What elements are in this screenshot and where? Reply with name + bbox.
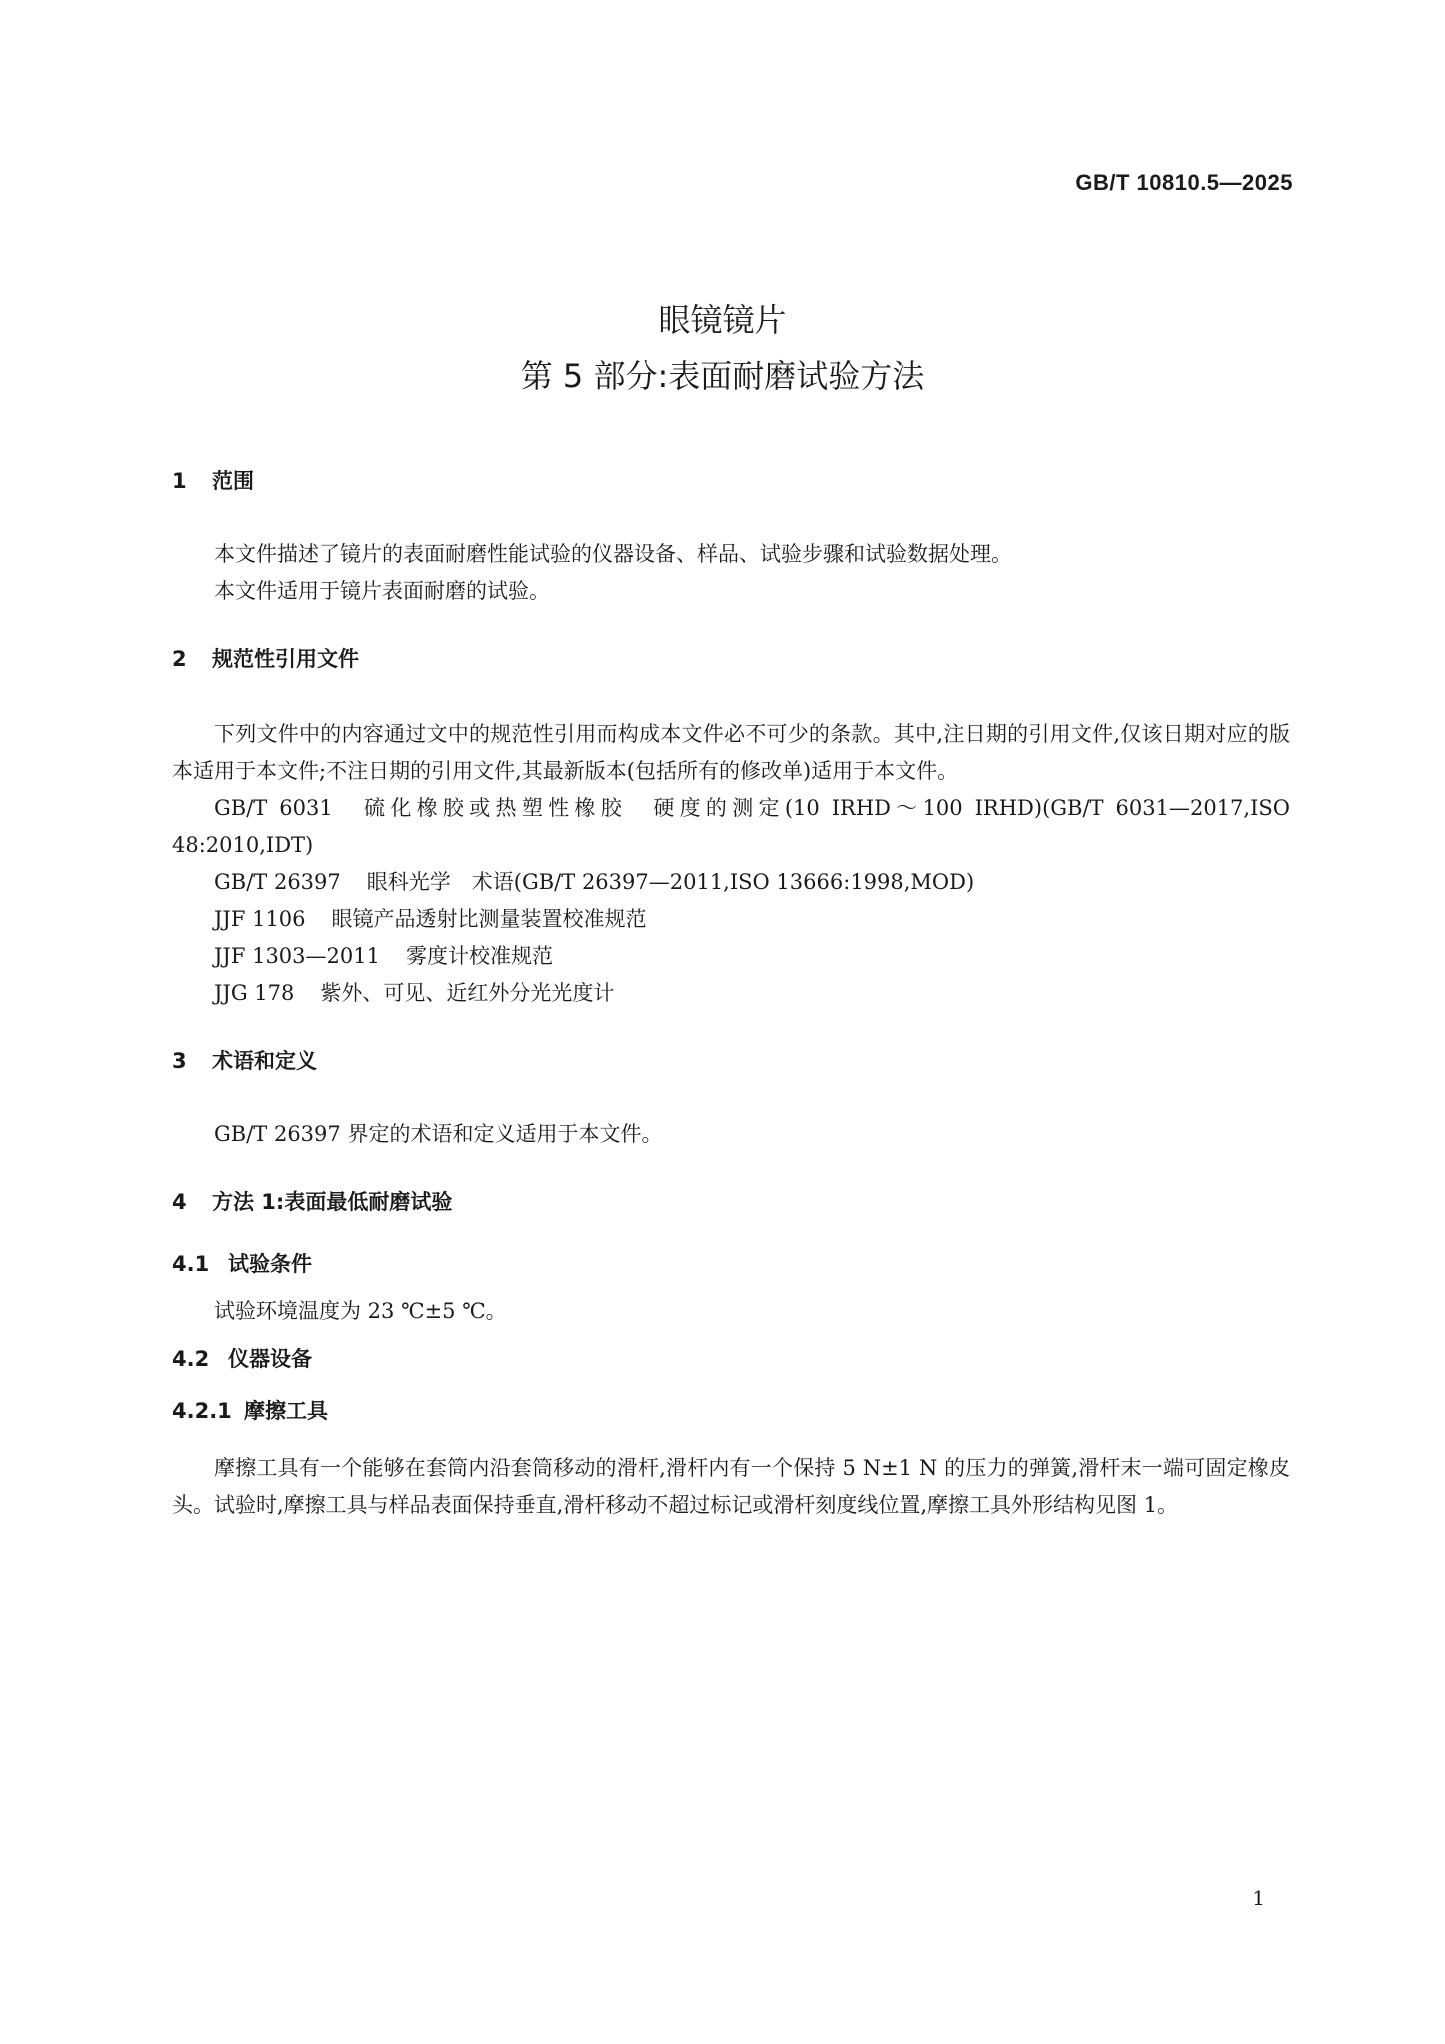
reference-item: JJG 178 紫外、可见、近红外分光光度计 bbox=[214, 981, 615, 1005]
paragraph: 下列文件中的内容通过文中的规范性引用而构成本文件必不可少的条款。其中,注日期的引用文件,仅该日期对应的版本适用于本文件;不注日期的引用文件,其最新版本(包括所有的修改单)适用于本文件。 bbox=[172, 722, 1290, 783]
standard-code: GB/T 10810.5—2025 bbox=[1075, 170, 1293, 195]
title-line-2: 第 5 部分:表面耐磨试验方法 bbox=[520, 357, 925, 395]
section-2-heading bbox=[172, 644, 1290, 674]
paragraph: GB/T 26397 界定的术语和定义适用于本文件。 bbox=[214, 1122, 663, 1146]
section-number: 4.2 bbox=[172, 1347, 210, 1371]
paragraph: 摩擦工具有一个能够在套筒内沿套筒移动的滑杆,滑杆内有一个保持 5 N±1 N 的压力的弹簧,滑杆末一端可固定橡皮头。试验时,摩擦工具与样品表面保持垂直,滑杆移动不超过标记或滑杆刻度线位置,摩擦工具外形结构见图 1。 bbox=[172, 1456, 1290, 1517]
paragraph: 试验环境温度为 23 ℃±5 ℃。 bbox=[214, 1299, 507, 1323]
reference-item: JJF 1303—2011 雾度计校准规范 bbox=[214, 944, 553, 968]
title-line-1: 眼镜镜片 bbox=[658, 301, 787, 339]
reference-item: GB/T 6031 硫化橡胶或热塑性橡胶 硬度的测定(10 IRHD～100 IRHD)(GB/T 6031—2017,ISO 48:2010,IDT) bbox=[172, 796, 1290, 857]
document-title bbox=[0, 292, 1445, 404]
section-4-heading bbox=[172, 1187, 1290, 1217]
section-number: 1 bbox=[172, 469, 187, 493]
section-title: 仪器设备 bbox=[228, 1347, 312, 1371]
section-3-heading bbox=[172, 1046, 1290, 1076]
section-title: 方法 1:表面最低耐磨试验 bbox=[212, 1190, 453, 1214]
section-title: 术语和定义 bbox=[212, 1049, 317, 1073]
paragraph: 本文件适用于镜片表面耐磨的试验。 bbox=[214, 579, 550, 603]
document-body bbox=[172, 466, 1290, 1524]
section-title: 摩擦工具 bbox=[244, 1399, 328, 1423]
section-title: 试验条件 bbox=[228, 1252, 312, 1276]
reference-item: JJF 1106 眼镜产品透射比测量装置校准规范 bbox=[214, 907, 647, 931]
reference-item: GB/T 26397 眼科光学 术语(GB/T 26397—2011,ISO 13666:1998,MOD) bbox=[214, 870, 975, 894]
section-1-heading bbox=[172, 466, 1290, 496]
section-4-2-1-heading bbox=[172, 1396, 1290, 1426]
section-number: 4.1 bbox=[172, 1252, 210, 1276]
section-4-1-heading bbox=[172, 1249, 1290, 1279]
section-title: 规范性引用文件 bbox=[212, 647, 359, 671]
section-number: 2 bbox=[172, 647, 187, 671]
section-number: 4.2.1 bbox=[172, 1399, 232, 1423]
section-number: 4 bbox=[172, 1190, 187, 1214]
page-number: 1 bbox=[1252, 1886, 1265, 1910]
section-4-2-heading bbox=[172, 1344, 1290, 1374]
paragraph: 本文件描述了镜片的表面耐磨性能试验的仪器设备、样品、试验步骤和试验数据处理。 bbox=[214, 542, 1012, 566]
section-title: 范围 bbox=[212, 469, 254, 493]
section-number: 3 bbox=[172, 1049, 187, 1073]
